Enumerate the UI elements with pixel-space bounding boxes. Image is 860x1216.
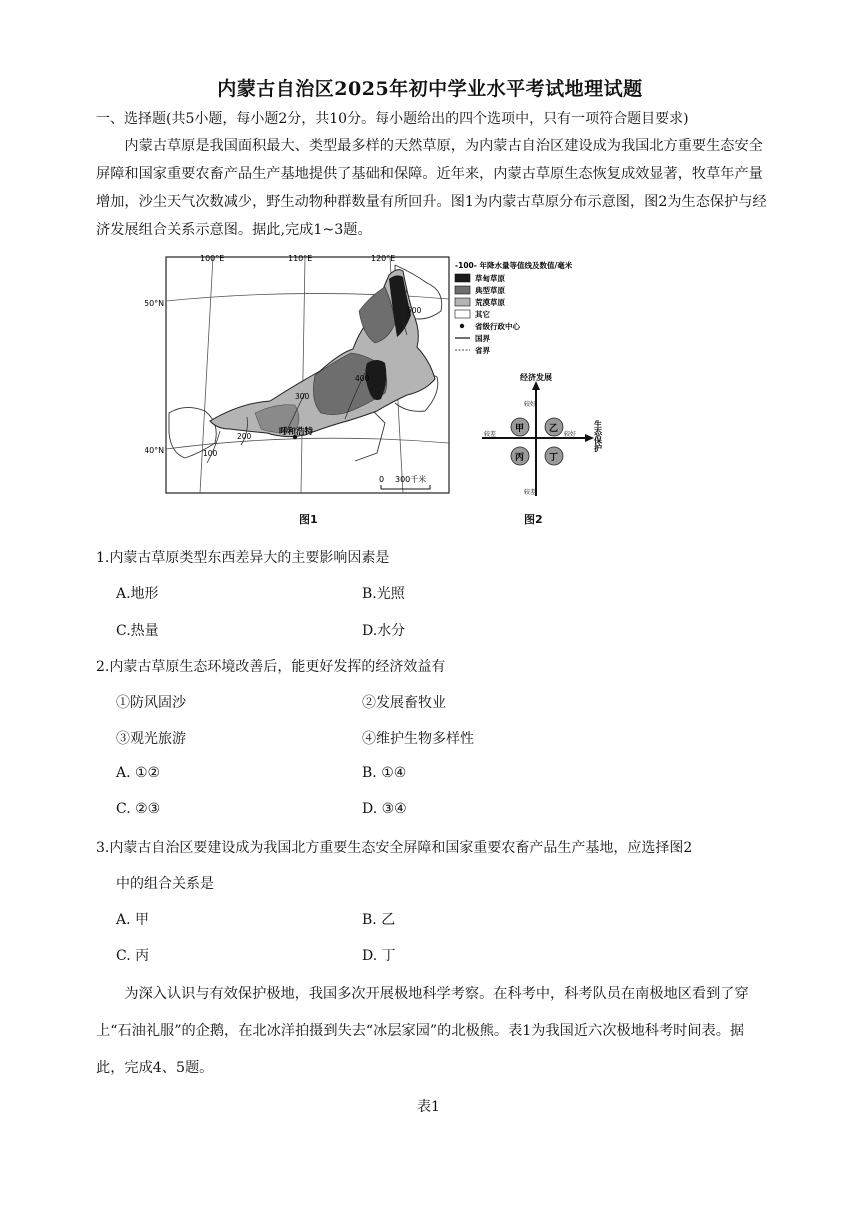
question-1-option-c[interactable]: C.热量 bbox=[116, 623, 159, 639]
question-2-item: ②发展畜牧业 bbox=[362, 695, 446, 711]
y-top-label: 较好 bbox=[524, 401, 537, 408]
scale-label: 300千米 bbox=[395, 475, 427, 484]
page-title: 内蒙古自治区2025年初中学业水平考试地理试题 bbox=[217, 78, 643, 100]
lon-label: 120°E bbox=[371, 254, 396, 263]
figure-2-caption: 图2 bbox=[524, 513, 543, 526]
contour-label: 500 bbox=[407, 306, 422, 315]
question-2-option-b[interactable]: B. ①④ bbox=[362, 765, 407, 781]
lon-label: 100°E bbox=[200, 254, 225, 263]
y-axis-label: 经济发展 bbox=[520, 373, 552, 382]
question-2-option-a[interactable]: A. ①② bbox=[116, 765, 161, 781]
legend-item: 荒漠草原 bbox=[475, 298, 505, 307]
question-1-option-a[interactable]: A.地形 bbox=[116, 586, 159, 602]
question-3-option-a[interactable]: A. 甲 bbox=[116, 912, 150, 928]
lat-label: 40°N bbox=[145, 446, 165, 455]
section-heading: 一、选择题(共5小题，每小题2分，共10分。每小题给出的四个选项中，只有一项符合题目要求) bbox=[96, 111, 689, 127]
contour-label: 300 bbox=[295, 392, 310, 401]
question-1-option-b[interactable]: B.光照 bbox=[362, 586, 405, 602]
legend-item: 省界 bbox=[475, 346, 490, 355]
legend-item: 典型草原 bbox=[475, 286, 505, 295]
map-legend bbox=[455, 260, 573, 355]
quadrant-label: 丙 bbox=[515, 453, 525, 463]
intro-text-2: 为深入认识与有效保护极地，我国多次开展极地科学考察。在科考中，科考队员在南极地区看到了穿上“石油礼服”的企鹅，在北冰洋拍摄到失去“冰层家园”的北极熊。表1为我国近六次极地科考时间表。据此，完成4、5题。 bbox=[96, 986, 749, 1076]
quadrant-label: 乙 bbox=[549, 424, 559, 434]
x-axis-label: 生态保护 bbox=[593, 420, 603, 452]
x-left-label: 较差 bbox=[484, 431, 497, 438]
question-2-item: ④维护生物多样性 bbox=[362, 731, 474, 747]
lat-label: 50°N bbox=[145, 299, 165, 308]
intro-passage-1 bbox=[96, 132, 768, 244]
figure-2-diagram bbox=[478, 372, 608, 504]
lon-label: 110°E bbox=[288, 254, 313, 263]
legend-item: 草甸草原 bbox=[475, 274, 505, 283]
question-3-stem-cont: 中的组合关系是 bbox=[116, 876, 214, 892]
legend-item: -100- 年降水量等值线及数值/毫米 bbox=[455, 261, 573, 270]
intro-text-1: 内蒙古草原是我国面积最大、类型最多样的天然草原，为内蒙古自治区建设成为我国北方重要生态安全屏障和国家重要农畜产品生产基地提供了基础和保障。近年来，内蒙古草原生态恢复成效显著，牧草年产量增加，沙尘天气次数减少，野生动物种群数量有所回升。图1为内蒙古草原分布示意图，图2为生态保护与经济发展组合关系示意图。据此,完成1~3题。 bbox=[96, 138, 767, 238]
question-3-option-d[interactable]: D. 丁 bbox=[362, 948, 396, 964]
city-label: 呼和浩特 bbox=[279, 427, 314, 437]
question-3-option-c[interactable]: C. 丙 bbox=[116, 948, 150, 964]
question-2-option-d[interactable]: D. ③④ bbox=[362, 801, 407, 817]
contour-label: 400 bbox=[355, 374, 370, 383]
scale-zero: 0 bbox=[379, 475, 385, 484]
quadrant-label: 丁 bbox=[549, 453, 559, 463]
question-3-option-b[interactable]: B. 乙 bbox=[362, 912, 396, 928]
question-2-item: ①防风固沙 bbox=[116, 695, 186, 711]
question-2-option-c[interactable]: C. ②③ bbox=[116, 801, 161, 817]
contour-label: 200 bbox=[237, 432, 252, 441]
contour-label: 100 bbox=[203, 449, 218, 458]
intro-passage-2 bbox=[96, 976, 768, 1087]
table-caption: 表1 bbox=[417, 1099, 440, 1115]
figure-1-caption: 图1 bbox=[299, 513, 318, 526]
question-3-stem: 3.内蒙古自治区要建设成为我国北方重要生态安全屏障和国家重要农畜产品生产基地，应选择图2 bbox=[96, 840, 693, 856]
legend-item: 其它 bbox=[475, 310, 490, 319]
question-2-item: ③观光旅游 bbox=[116, 731, 186, 747]
legend-item: 省级行政中心 bbox=[475, 322, 520, 331]
legend-item: 国界 bbox=[475, 334, 490, 343]
question-1-stem: 1.内蒙古草原类型东西差异大的主要影响因素是 bbox=[96, 550, 390, 566]
y-bottom-label: 较差 bbox=[524, 489, 537, 496]
quadrant-label: 甲 bbox=[515, 424, 525, 434]
question-2-stem: 2.内蒙古草原生态环境改善后，能更好发挥的经济效益有 bbox=[96, 659, 446, 675]
x-right-label: 较好 bbox=[564, 431, 577, 438]
question-1-option-d[interactable]: D.水分 bbox=[362, 623, 406, 639]
